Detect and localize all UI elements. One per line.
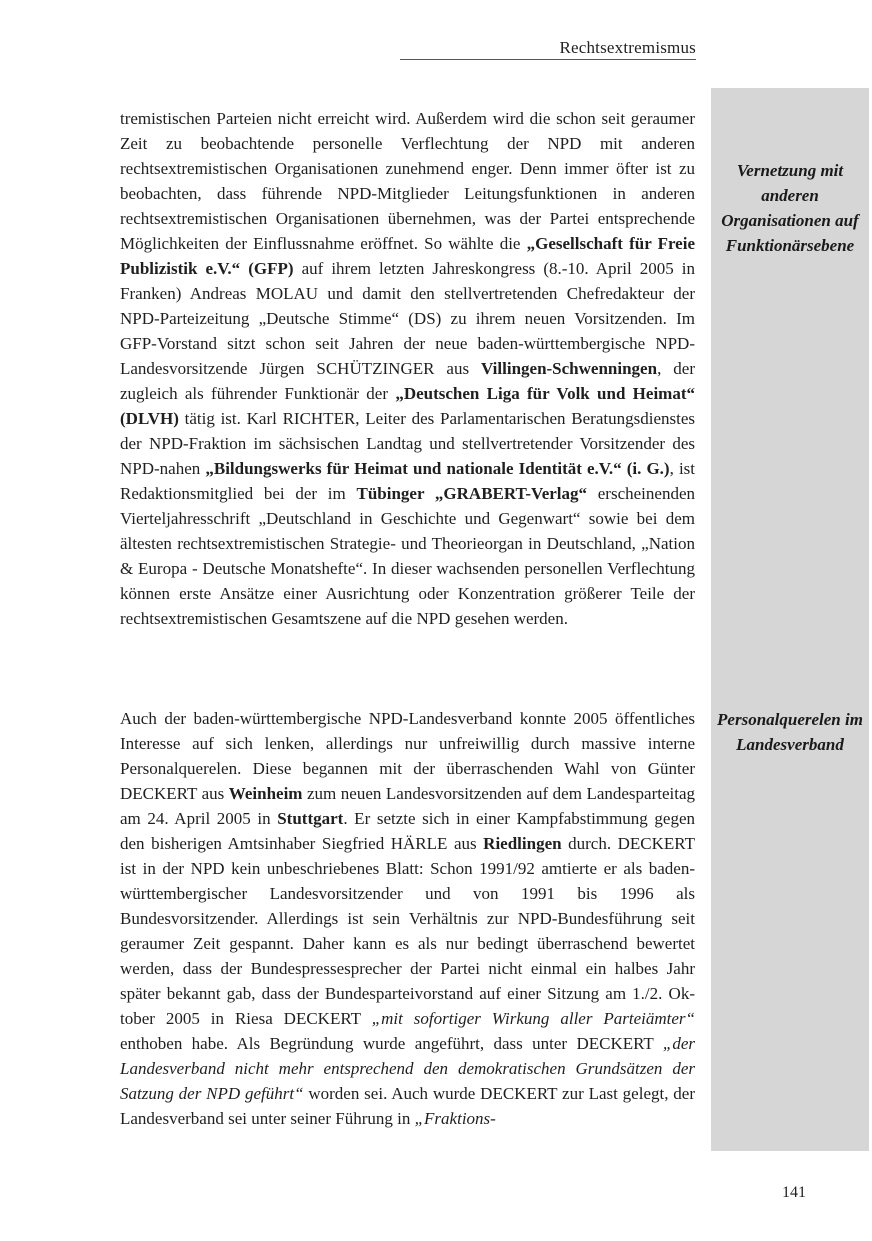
text-segment: durch. DECKERT ist in der NPD kein unbeschriebenes Blatt: Schon 1991/92 amtierte er als baden-württembergischer Landesvorsitzender und von 1991 bis 1996 als Bundesvorsitzender. Allerdings ist sein Verhältnis zur NPD-Bundesführung seit geraumer Zeit gespannt. Daher kann es als nur bedingt überraschend bewertet werden, dass der Bundespressesprecher der Partei nicht einmal ein halbes Jahr später bekannt gab, dass der Bundesparteivorstand auf einer Sitzung am 1./2. Oktober 2005 in Riesa DECKERT — [120, 834, 695, 1028]
body-paragraph-1 — [120, 106, 695, 631]
text-segment: zum neuen Landesvorsitzenden auf dem Landesparteitag am 24. April 2005 in — [120, 784, 696, 828]
quote-parteiaemter: „mit sofortiger Wirkung aller Parteiämter“ — [371, 1009, 696, 1028]
quote-landesverband: „der Landesverband nicht mehr entsprechend den demokratischen Grundsätzen der Satzung der NPD geführt“ — [120, 1034, 695, 1103]
quote-fraktions: „Fraktions- — [414, 1109, 496, 1128]
text-segment: auf ihrem letzten Jahreskongress (8.-10. April 2005 in Franken) Andreas MOLAU und damit den stellvertretenden Chefredakteur der NPD-Parteizeitung „Deutsche Stimme“ (DS) zu ihrem neuen Vorsitzenden. Im GFP-Vorstand sitzt schon seit Jahren der neue baden-württembergische NPD-Landesvorsitzende Jürgen SCHÜTZINGER aus — [120, 259, 695, 378]
highlight-villingen-schwenningen: Villingen-Schwenningen — [481, 359, 658, 378]
text-segment: . Er setzte sich in einer Kampfabstimmung gegen den bisherigen Amtsinhaber Siegfried HÄRLE aus — [120, 809, 695, 853]
highlight-grabert-verlag: Tübinger „GRABERT-Verlag“ — [356, 484, 588, 503]
body-paragraph-2 — [120, 706, 695, 1131]
highlight-gfp: „Gesellschaft für Freie Publizistik e.V.“ (GFP) — [120, 234, 696, 278]
highlight-bildungswerk: „Bildungswerks für Heimat und nationale Identität e.V.“ (i. G.) — [205, 459, 670, 478]
text-segment: , der zugleich als führender Funktionär der — [120, 359, 695, 403]
running-header: Rechtsextremismus — [559, 38, 696, 57]
highlight-stuttgart: Stuttgart — [277, 809, 344, 828]
text-segment: worden sei. Auch wurde DECKERT zur Last gelegt, der Landesverband sei unter seiner Führung in — [120, 1084, 695, 1128]
text-segment: , ist Redaktionsmitglied bei der im — [120, 459, 695, 503]
text-segment: enthoben habe. Als Begründung wurde angeführt, dass unter DECKERT — [120, 1034, 663, 1053]
header-rule — [400, 59, 696, 60]
margin-note-personalquerelen: Personalquerelen im Landesverband — [717, 710, 863, 754]
text-segment: erscheinenden Vierteljahresschrift „Deutschland in Geschichte und Gegenwart“ sowie bei dem ältesten rechtsextremistischen Strategie- und Theorieorgan in Deutschland, „Nation & Europa - Deutsche Monatshefte“. In dieser wachsenden personellen Verflechtung können erste Ansätze einer Ausrichtung oder Konzentration größerer Teile der rechtsextremistischen Gesamtszene auf die NPD gesehen werden. — [120, 484, 695, 628]
text-segment: tremistischen Parteien nicht erreicht wird. Außerdem wird die schon seit geraumer Zeit zu beobachtende personelle Verflechtung der NPD mit anderen rechtsextremistischen Organisationen zunehmend enger. Denn immer öfter ist zu beobachten, dass führende NPD-Mitglieder Leitungsfunktionen in anderen rechtsextremistischen Organisationen übernehmen, was der Partei entsprechende Möglichkeiten der Einflussnahme eröffnet. So wählte die — [120, 109, 695, 253]
margin-note-vernetzung: Vernetzung mit anderen Organisationen auf Funktionärsebene — [721, 161, 859, 255]
highlight-riedlingen: Riedlingen — [483, 834, 562, 853]
text-segment: Auch der baden-württembergische NPD-Landesverband konnte 2005 öffentliches Interesse auf sich lenken, allerdings nur unfreiwillig durch massive interne Personalquerelen. Diese begannen mit der überraschenden Wahl von Günter DECKERT aus — [120, 709, 695, 803]
margin-note-column — [711, 88, 869, 1151]
highlight-weinheim: Weinheim — [228, 784, 303, 803]
text-segment: tätig ist. Karl RICHTER, Leiter des Parlamentarischen Beratungsdienstes der NPD-Fraktion im sächsischen Landtag und stellvertretender Vorsitzender des NPD-nahen — [120, 409, 695, 478]
page-number: 141 — [782, 1184, 806, 1201]
highlight-dlvh: „Deutschen Liga für Volk und Heimat“ (DLVH) — [120, 384, 696, 428]
